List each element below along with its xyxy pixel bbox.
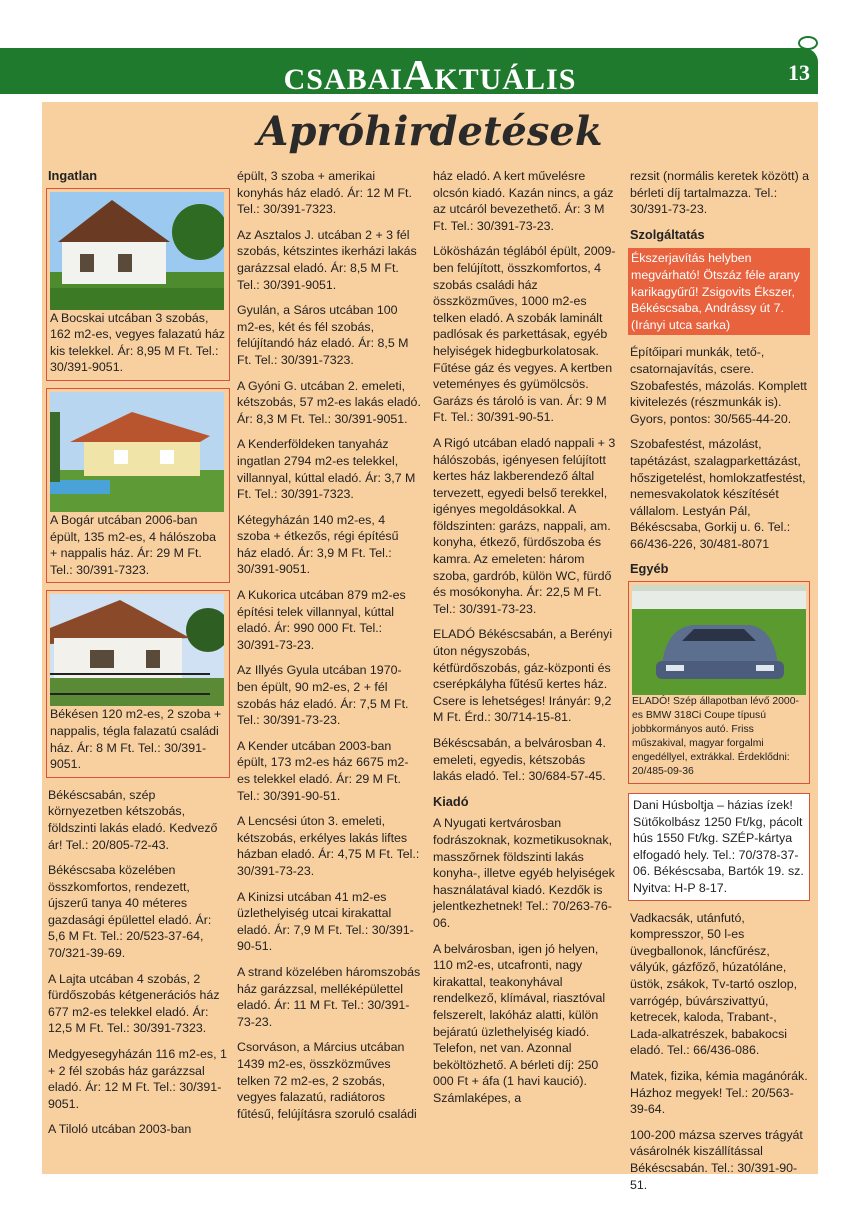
ad-paragraph: Kétegyházán 140 m2-es, 4 szoba + étkezős, régi építésű ház eladó. Ár: 3,9 M Ft. Tel.: 30/391-9051. bbox=[237, 512, 399, 577]
ad-paragraph: A Kinizsi utcában 41 m2-es üzlethelyiség utcai kirakattal eladó. Ár: 7,9 M Ft. Tel.: 30/391-90-51. bbox=[237, 889, 414, 954]
section-heading-kiado: Kiadó bbox=[433, 793, 469, 809]
ad-paragraph: A Gyóni G. utcában 2. emeleti, kétszobás, 57 m2-es lakás eladó. Ár: 8,3 M Ft. Tel.: 30/391-9051. bbox=[237, 378, 421, 426]
photo-ad-3 bbox=[46, 590, 230, 777]
column-1 bbox=[48, 168, 230, 1147]
ad-paragraph: Békéscsaba közelében összkomfortos, rendezett, újszerű tanya 40 méteres gazdasági épülettel eladó. Ár: 5,6 M Ft. Tel.: 20/523-37-64, 70/321-39-69. bbox=[48, 863, 212, 961]
section-heading-egyeb: Egyéb bbox=[630, 561, 669, 577]
masthead-word-1: CSABAI bbox=[283, 63, 403, 96]
ad-paragraph: épült, 3 szoba + amerikai konyhás ház eladó. Ár: 12 M Ft. Tel.: 30/391-7323. bbox=[237, 169, 412, 217]
boxed-ad: Dani Húsboltja – házias ízek! Sütőkolbász 1250 Ft/kg, pácolt hús 1550 Ft/kg. SZÉP-kártya elfogadó hely. Tel.: 70/378-37-06. Békéscsaba, Bartók 19. sz. Nyitva: H-P 8-17. bbox=[628, 793, 810, 901]
ad-paragraph: Medgyesegyházán 116 m2-es, 1 + 2 fél szobás ház garázzsal eladó. Ár: 12 M Ft. Tel.: 30/391-9051. bbox=[48, 1047, 227, 1111]
ad-paragraph: A belvárosban, igen jó helyen, 110 m2-es, utcafronti, nagy kirakattal, teakonyhával rendelkező, klímával, riasztóval felszerelt, lakóház alatti, külön bejáratú üzlethelyiség kiadó. Telefon, net van. Azonnal beköltözhető. A bérleti díj: 250 000 Ft + áfa (1 havi kaució). Számlaképes, a bbox=[433, 941, 606, 1105]
masthead-initial: A bbox=[402, 53, 435, 99]
column-4 bbox=[630, 168, 810, 1202]
ad-paragraph: A strand közelében háromszobás ház garázzsal, melléképülettel eladó. Ár: 11 M Ft. Tel.: 30/391-73-23. bbox=[237, 964, 421, 1029]
page-title: Apróhirdetések bbox=[257, 108, 603, 155]
ad-paragraph: Vadkacsák, utánfutó, kompresszor, 50 l-es üvegballonok, láncfűrész, vályúk, gázfőző, húzatóláne, üstök, zsákok, Tv-tartó oszlop, varrógép, búvárszivattyú, ketrecek, kaloda, Trabant-, Lada-alkatrészek, babakocsi eladó. Tel.: 66/436-086. bbox=[630, 910, 798, 1058]
ad-text: A Bogár utcában 2006-ban épült, 135 m2-es, 4 hálószoba + nappalis ház. Ár: 29 M Ft. Tel.: 30/391-7323. bbox=[50, 512, 217, 577]
ad-text: A Bocskai utcában 3 szobás, 162 m2-es, vegyes falazatú ház kis telekkel. Ár: 8,95 M Ft. Tel.: 30/391-9051. bbox=[50, 310, 225, 375]
ad-paragraph: A Kenderföldeken tanyaház ingatlan 2794 m2-es telekkel, villannyal, kúttal eladó. Ár: 3,7 M Ft. Tel.: 30/391-7323. bbox=[237, 437, 416, 502]
section-heading-szolgaltatas: Szolgáltatás bbox=[630, 226, 705, 242]
ad-paragraph: A Kukorica utcában 879 m2-es építési telek villannyal, kúttal eladó. Ár: 990 000 Ft. Tel.: 30/391-73-23. bbox=[237, 588, 406, 652]
photo-ad-1 bbox=[46, 188, 230, 381]
column-2 bbox=[237, 168, 421, 1131]
masthead-word-2: KTUÁLIS bbox=[434, 63, 577, 96]
ad-paragraph: A Lencsési úton 3. emeleti, kétszobás, erkélyes lakás liftes házban eladó. Ár: 4,75 M Ft. Tel.: 30/391-73-23. bbox=[237, 814, 420, 878]
section-heading-ingatlan: Ingatlan bbox=[48, 168, 98, 183]
car-photo-ad bbox=[628, 581, 810, 784]
ad-text: ELADÓ! Szép állapotban lévő 2000-es BMW 318Ci Coupe típusú jobbkormányos autó. Friss műszakival, magyar forgalmi engedéllyel, extrákkal. Érdeklődni: 20/485-09-36 bbox=[632, 696, 799, 778]
ad-paragraph: Szobafestést, mázolást, tapétázást, szalagparkettázást, hőszigetelést, homlokzatfestést, nemesvakolatok készítését vállalom. Lestyán Pál, Békéscsaba, Gorkij u. 6. Tel.: 66/436-226, 30/481-8071 bbox=[630, 437, 806, 551]
ad-paragraph: Gyulán, a Sáros utcában 100 m2-es, két és fél szobás, felújítandó ház eladó. Ár: 8,5 M Ft. Tel.: 30/391-7323. bbox=[237, 303, 409, 367]
ad-paragraph: Lökösházán téglából épült, 2009-ben felújított, összkomfortos, 4 szobás családi ház összközműves, 1000 m2-es telken eladó. A szobák laminált padlósak és parkettásak, egyéb helyiségek hidegburkolatosak. Fűtése gáz és vegyes. A kertben veteményes és gyümölcsös. Garázs és tároló is van. Ár: 9 M Ft. Tel.: 30/391-90-51. bbox=[433, 244, 616, 425]
ad-paragraph: Békéscsabán, szép környezetben kétszobás, földszinti lakás eladó. Kedvező ár! Tel.: 20/805-72-43. bbox=[48, 787, 218, 852]
ad-paragraph: ház eladó. A kert művelésre olcsón kiadó. Kazán nincs, a gáz az utcáról bevezethető. Ár: 3 M Ft. Tel.: 30/391-73-23. bbox=[433, 169, 614, 233]
ad-paragraph: A Rigó utcában eladó nappali + 3 hálószobás, igényesen felújított kertes ház lakberendező által tervezett, egyedi belső terekkel, igényes megoldásokkal. A földszinten: garázs, nappali, am. konyha, étkező, fürdőszoba és kamra. Az emeleten: három szoba, gardrób, külön WC, fürdő és mosókonyha. Ár: 22,5 M Ft. Tel.: 30/391-73-23. bbox=[433, 435, 616, 616]
ad-paragraph: Csorváson, a Március utcában 1439 m2-es, összközműves telken 72 m2-es, 2 szobás, vegyes falazatú, radiátoros fűtésű, felújításra szoruló családi bbox=[237, 1040, 417, 1121]
ad-paragraph: Építőipari munkák, tető-, csatornajavítás, csere. Szobafestés, mázolás. Komplett kivitelezés (részmunkák is). Gyors, pontos: 30/565-44-20. bbox=[630, 345, 807, 426]
ad-paragraph: Az Asztalos J. utcában 2 + 3 fél szobás, kétszintes ikerházi lakás garázzsal eladó. Ár: 8,5 M Ft. Tel.: 30/391-9051. bbox=[237, 227, 417, 292]
highlighted-ad: Ékszerjavítás helyben megvárható! Ötszáz féle arany karikagyűrű! Zsigovits Ékszer, Békéscsaba, Andrássy út 7. (Irányi utca sarka) bbox=[628, 248, 810, 335]
house-photo-2 bbox=[50, 392, 224, 512]
house-photo-1 bbox=[50, 192, 224, 310]
logo-swirl-icon bbox=[798, 36, 818, 50]
ad-paragraph: A Tiloló utcában 2003-ban bbox=[48, 1122, 192, 1137]
column-3 bbox=[433, 168, 616, 1115]
ad-paragraph: Matek, fizika, kémia magánórák. Házhoz megyek! Tel.: 20/563-39-64. bbox=[630, 1068, 808, 1117]
ad-paragraph: Az Illyés Gyula utcában 1970-ben épült, 90 m2-es, 2 + fél szobás ház eladó. Ár: 7,5 M Ft. Tel.: 30/391-73-23. bbox=[237, 663, 409, 728]
ad-paragraph: ELADÓ Békéscsabán, a Berényi úton négyszobás, kétfürdőszobás, gáz-központi és cserépkályha fűtésű kertes ház. Csere is lehetséges! Irányár: 9,2 M Ft. Érd.: 30/714-15-81. bbox=[433, 627, 613, 725]
ad-paragraph: Békéscsabán, a belvárosban 4. emeleti, egyedis, kétszobás lakás eladó. Tel.: 30/684-57-45. bbox=[433, 736, 606, 784]
ad-paragraph: A Kender utcában 2003-ban épült, 173 m2-es ház 6675 m2-es telekkel eladó. Ár: 29 M Ft. Tel.: 30/391-90-51. bbox=[237, 738, 409, 803]
ad-paragraph: rezsit (normális keretek között) a bérleti díj tartalmazza. Tel.: 30/391-73-23. bbox=[630, 169, 810, 217]
ad-paragraph: 100-200 mázsa szerves trágyát vásárolnék kiszállítással Békéscsabán. Tel.: 30/391-90-51. bbox=[630, 1127, 803, 1192]
house-photo-3 bbox=[50, 594, 224, 706]
photo-ad-2 bbox=[46, 388, 230, 583]
masthead bbox=[0, 52, 860, 100]
ad-paragraph: A Lajta utcában 4 szobás, 2 fürdőszobás kétgenerációs ház 677 m2-es telekkel eladó. Ár: 12,5 M Ft. Tel.: 30/391-7323. bbox=[48, 971, 220, 1036]
ad-text: Békésen 120 m2-es, 2 szoba + nappalis, tégla falazatú családi ház. Ár: 8 M Ft. Tel.: 30/391-9051. bbox=[50, 707, 222, 772]
ad-paragraph: A Nyugati kertvárosban fodrászoknak, kozmetikusoknak, masszőrnek földszinti lakás konyha-, illetve egyéb helyiségek használatával kiadó. Kezdők is jelentkezhetnek! Tel.: 70/263-76-06. bbox=[433, 816, 615, 930]
car-photo bbox=[632, 585, 806, 695]
page-number: 13 bbox=[788, 60, 810, 85]
